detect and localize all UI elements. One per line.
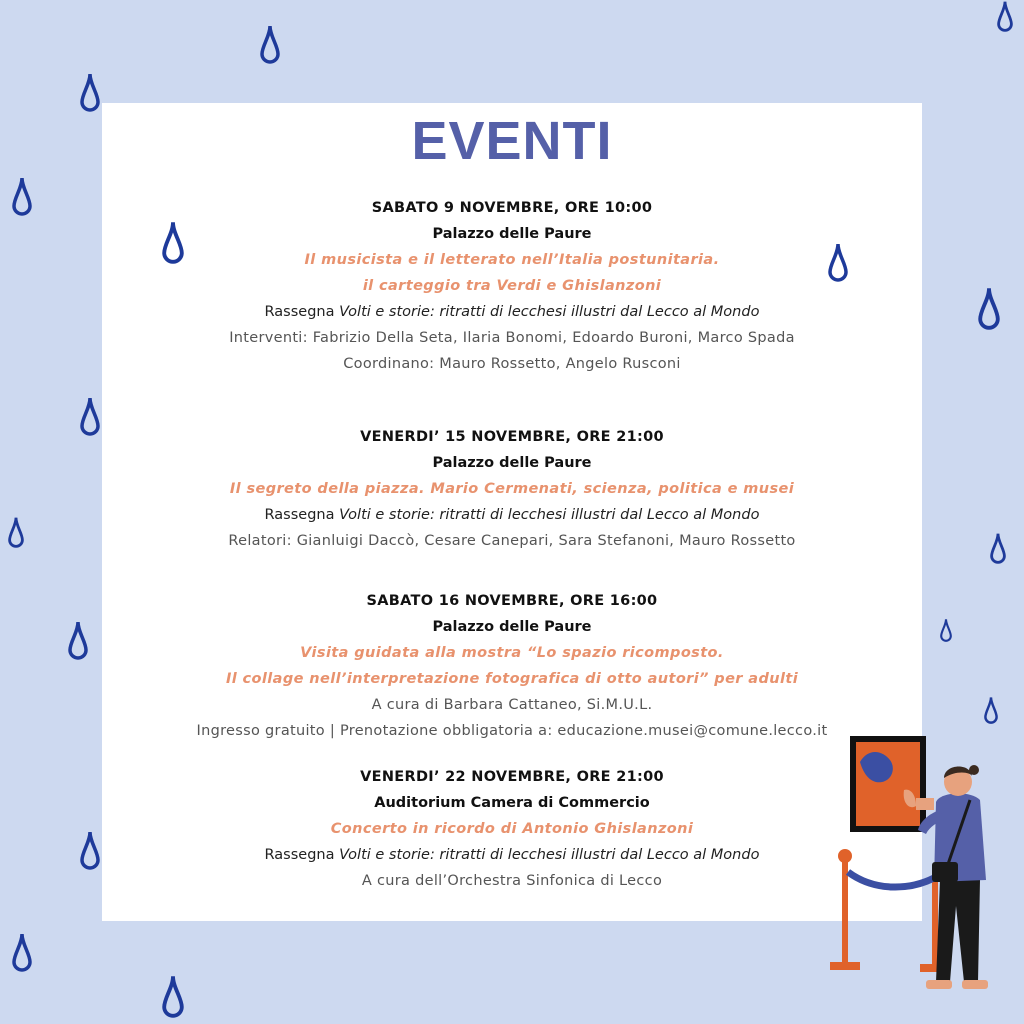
raindrop-icon — [990, 532, 1006, 564]
event-info: Ingresso gratuito | Prenotazione obbligatoria a: educazione.musei@comune.lecco.it — [196, 723, 828, 739]
event-item — [102, 764, 922, 894]
event-venue: Palazzo delle Paure — [432, 619, 592, 635]
page-title: EVENTI — [411, 111, 613, 171]
raindrop-icon — [978, 284, 1000, 332]
series-name: Volti e storie: ritratti di lecchesi illustri dal Lecco al Mondo — [339, 304, 760, 320]
event-date: SABATO 9 NOVEMBRE, ORE 10:00 — [371, 200, 653, 216]
raindrop-icon — [984, 696, 998, 724]
raindrop-icon — [940, 618, 952, 642]
raindrop-icon — [8, 516, 24, 548]
raindrop-icon — [162, 972, 184, 1020]
event-date: VENERDI’ 15 NOVEMBRE, ORE 21:00 — [360, 429, 664, 445]
event-date: SABATO 16 NOVEMBRE, ORE 16:00 — [366, 593, 658, 609]
raindrop-icon — [80, 72, 100, 112]
event-series — [102, 299, 922, 325]
event-item — [102, 424, 922, 554]
museum-visitor-illustration — [820, 730, 1010, 1004]
event-info: A cura di Barbara Cattaneo, Si.M.U.L. — [371, 697, 653, 713]
series-prefix: Rassegna — [264, 507, 340, 523]
event-venue: Auditorium Camera di Commercio — [374, 795, 650, 811]
series-prefix: Rassegna — [264, 304, 340, 320]
event-info: Relatori: Gianluigi Daccò, Cesare Canepari, Sara Stefanoni, Mauro Rossetto — [228, 533, 796, 549]
event-title: il carteggio tra Verdi e Ghislanzoni — [362, 278, 662, 294]
raindrop-icon — [80, 396, 100, 436]
event-info: A cura dell’Orchestra Sinfonica di Lecco — [361, 873, 663, 889]
event-title: Visita guidata alla mostra “Lo spazio ricomposto. — [300, 645, 724, 661]
event-title: Il segreto della piazza. Mario Cermenati, scienza, politica e musei — [229, 481, 795, 497]
raindrop-icon — [260, 24, 280, 64]
event-item — [102, 588, 922, 744]
raindrop-icon — [12, 176, 32, 216]
event-date: VENERDI’ 22 NOVEMBRE, ORE 21:00 — [360, 769, 664, 785]
event-venue: Palazzo delle Paure — [432, 455, 592, 471]
event-series — [102, 842, 922, 868]
event-venue: Palazzo delle Paure — [432, 226, 592, 242]
event-item — [102, 195, 922, 377]
raindrop-icon — [68, 620, 88, 660]
event-info: Interventi: Fabrizio Della Seta, Ilaria Bonomi, Edoardo Buroni, Marco Spada — [229, 330, 795, 346]
event-title: Il collage nell’interpretazione fotografica di otto autori” per adulti — [225, 671, 799, 687]
series-name: Volti e storie: ritratti di lecchesi illustri dal Lecco al Mondo — [339, 847, 760, 863]
event-info: Coordinano: Mauro Rossetto, Angelo Rusconi — [343, 356, 681, 372]
event-title: Il musicista e il letterato nell’Italia postunitaria. — [304, 252, 720, 268]
raindrop-icon — [994, 0, 1016, 32]
event-series — [102, 502, 922, 528]
raindrop-icon — [80, 830, 100, 870]
series-prefix: Rassegna — [264, 847, 340, 863]
event-title: Concerto in ricordo di Antonio Ghislanzoni — [330, 821, 694, 837]
series-name: Volti e storie: ritratti di lecchesi illustri dal Lecco al Mondo — [339, 507, 760, 523]
raindrop-icon — [12, 932, 32, 972]
